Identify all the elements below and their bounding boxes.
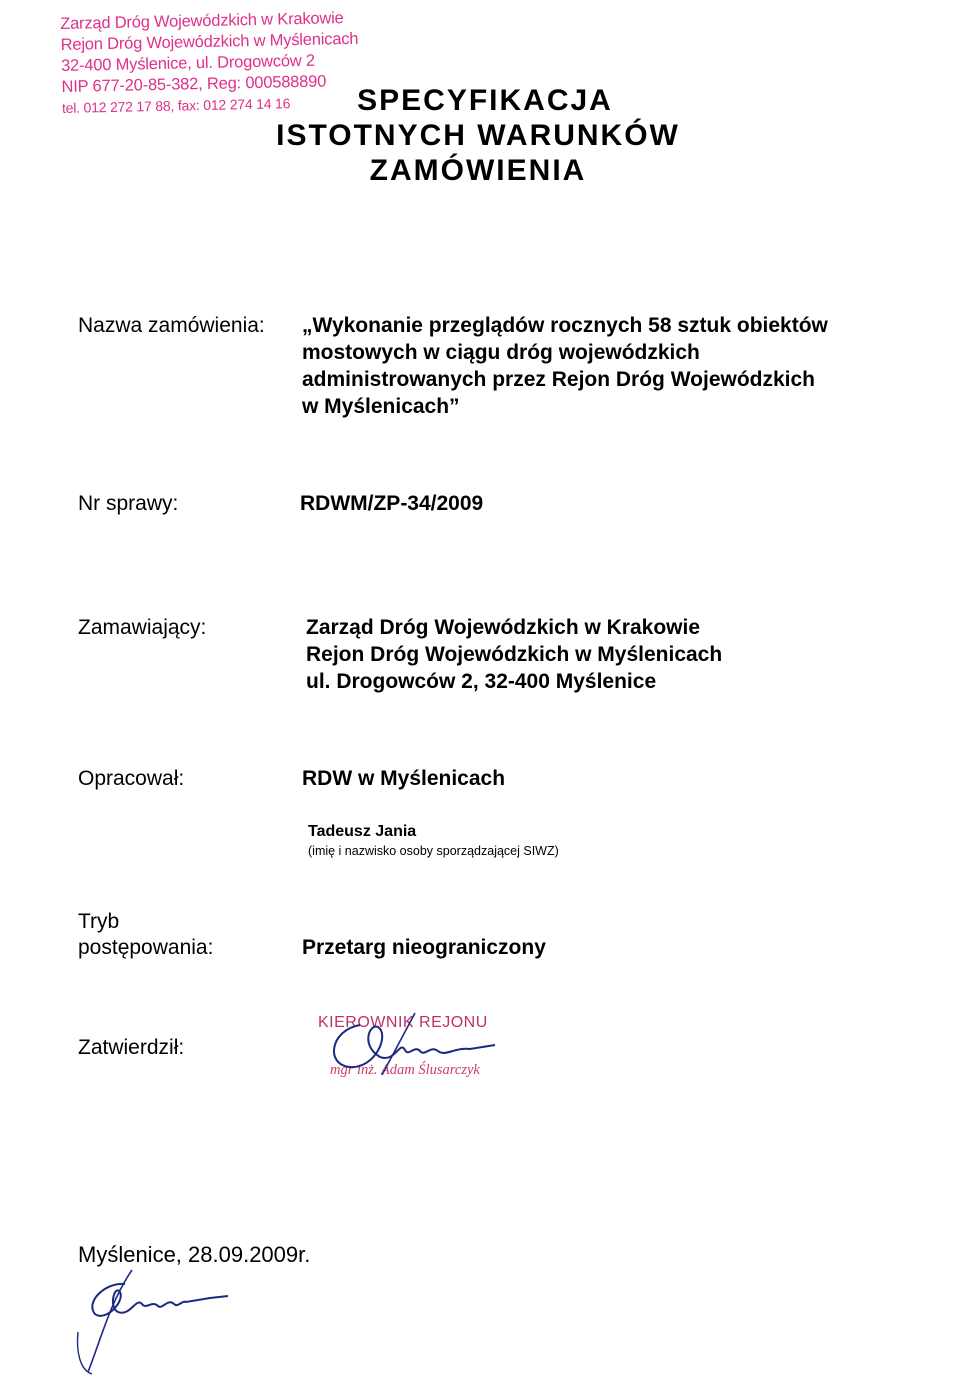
prepared-by-note: (imię i nazwisko osoby sporządzającej SIWZ): [308, 844, 559, 858]
place-date: Myślenice, 28.09.2009r.: [78, 1242, 311, 1267]
approved-label: Zatwierdził:: [78, 1036, 185, 1059]
prepared-by-value: RDW w Myślenicach: [302, 767, 506, 790]
order-name-label: Nazwa zamówienia:: [78, 314, 265, 337]
approval-stamp-title: KIEROWNIK REJONU: [318, 1014, 488, 1031]
ordering-party-line-2: Rejon Dróg Wojewódzkich w Myślenicach: [306, 643, 723, 666]
ordering-party-line-1: Zarząd Dróg Wojewódzkich w Krakowie: [306, 616, 701, 639]
approval-signature-icon: [320, 1005, 520, 1085]
ordering-party-line-3: ul. Drogowców 2, 32-400 Myślenice: [306, 670, 657, 693]
title-line-3: ZAMÓWIENIA: [369, 154, 587, 187]
title-line-1: SPECYFIKACJA: [357, 84, 613, 117]
prepared-by-label: Opracował:: [78, 767, 185, 790]
procedure-value: Przetarg nieograniczony: [302, 936, 546, 959]
stamp-line-5: tel. 012 272 17 88, fax: 012 274 14 16: [61, 95, 291, 116]
stamp-line-1: Zarząd Dróg Wojewódzkich w Krakowie: [60, 9, 344, 33]
stamp-line-3: 32-400 Myślenice, ul. Drogowców 2: [60, 51, 316, 75]
title-line-2: ISTOTNYCH WARUNKÓW: [276, 119, 680, 152]
ordering-party-label: Zamawiający:: [78, 616, 207, 639]
stamp-line-4: NIP 677-20-85-382, Reg: 000588890: [61, 72, 327, 96]
order-name-line-2: mostowych w ciągu dróg wojewódzkich: [302, 341, 700, 364]
procedure-label-line-1: Tryb: [78, 910, 120, 933]
approval-stamp-name: mgr inż. Adam Ślusarczyk: [330, 1062, 480, 1078]
prepared-by-person: Tadeusz Jania: [308, 823, 417, 840]
stamp-line-2: Rejon Dróg Wojewódzkich w Myślenicach: [60, 29, 359, 54]
order-name-line-1: „Wykonanie przeglądów rocznych 58 sztuk obiektów: [302, 314, 828, 337]
order-name-line-3: administrowanych przez Rejon Dróg Wojewódzkich: [302, 368, 816, 391]
procedure-label-line-2: postępowania:: [78, 936, 214, 959]
order-name-line-4: w Myślenicach”: [302, 395, 460, 418]
author-signature-icon: [70, 1262, 240, 1377]
case-number-value: RDWM/ZP-34/2009: [300, 492, 484, 515]
case-number-label: Nr sprawy:: [78, 492, 179, 515]
